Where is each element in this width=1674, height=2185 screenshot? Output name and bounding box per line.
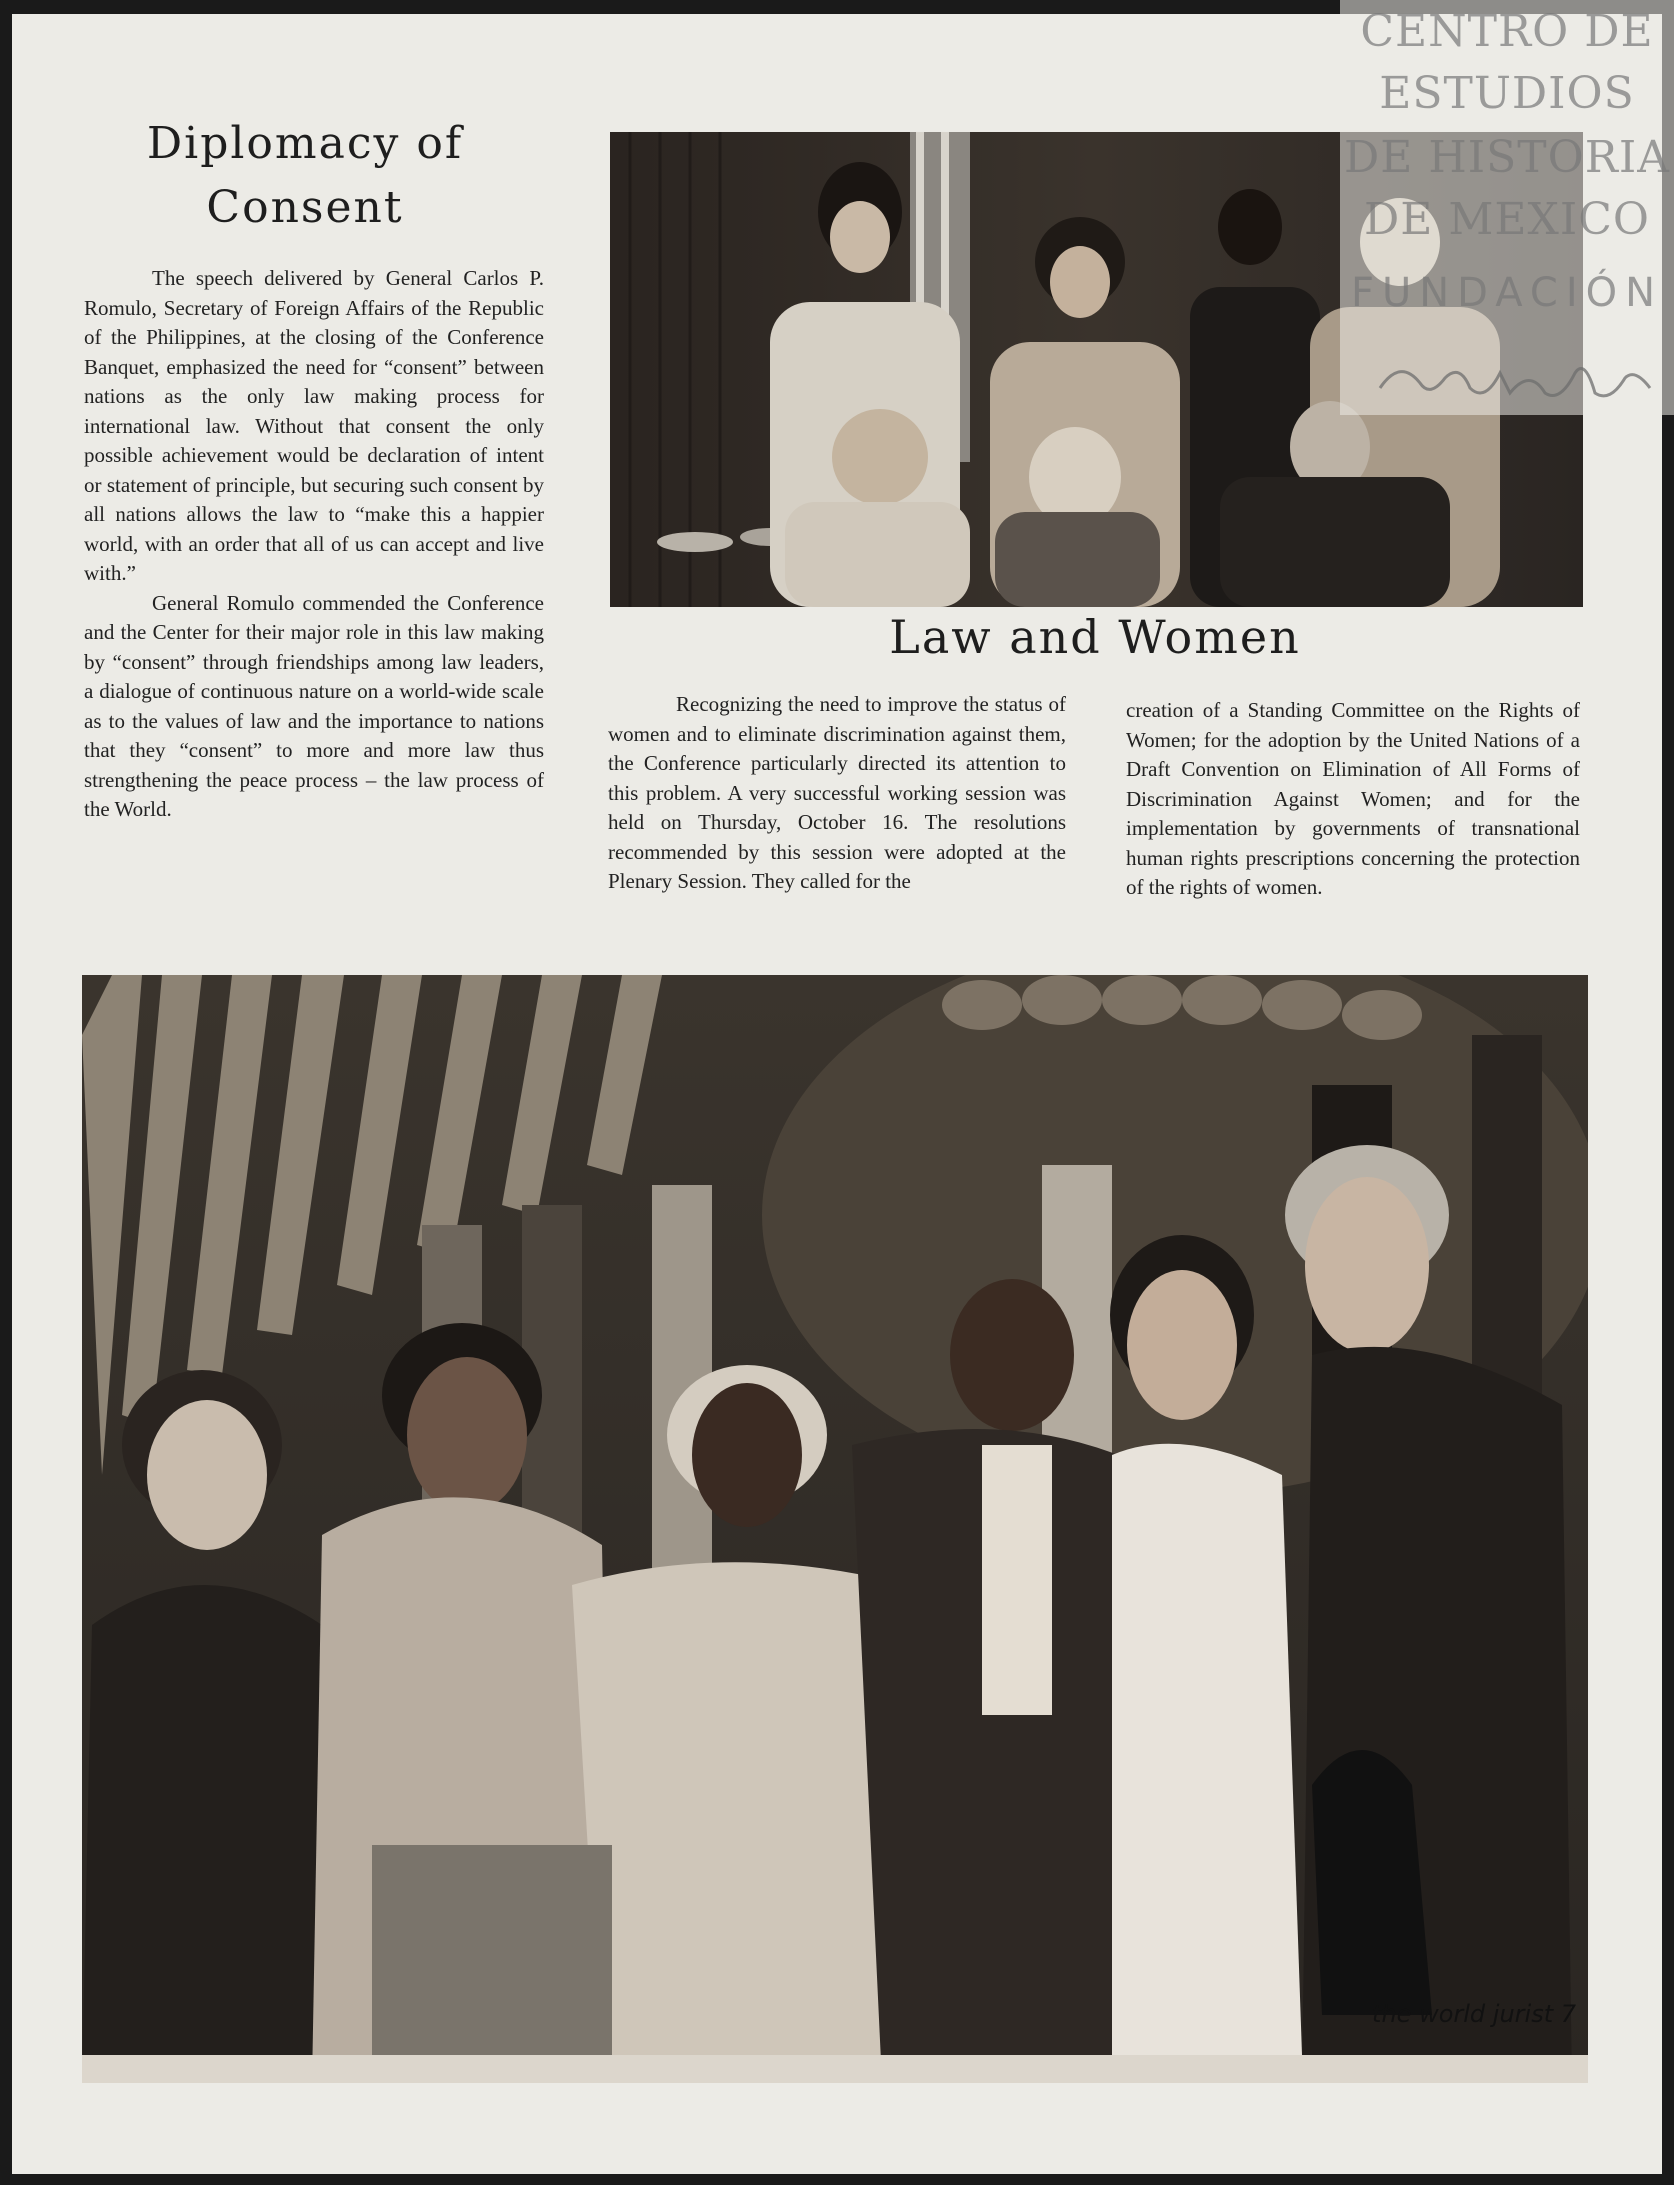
archive-watermark <box>1340 0 1674 415</box>
paragraph: General Romulo commended the Conference and the Center for their major role in this law making by “consent” through friendships among law leaders, a dialogue of continuous nature on a world-wide scale as to the values of law and the importance to nations that they “consent” to more and more law thus strengthening the peace process – the law process of the World. <box>84 590 544 821</box>
article-body-diplomacy <box>84 264 544 825</box>
signature-mark <box>1370 348 1660 408</box>
watermark-line: DE MEXICO <box>1364 194 1650 245</box>
watermark-line: DE HISTORIA <box>1344 132 1670 183</box>
watermark-line: CENTRO DE <box>1360 6 1654 57</box>
photo-group-bottom <box>82 975 1588 2083</box>
article-title-law-and-women: Law and Women <box>889 610 1301 664</box>
article-body-women-column-1 <box>608 690 1066 897</box>
watermark-line: FUNDACIÓN <box>1350 270 1664 316</box>
watermark-line: ESTUDIOS <box>1379 68 1635 119</box>
article-title-diplomacy: Diplomacy of Consent <box>146 118 464 233</box>
page-footer: the world jurist 7 <box>1372 2000 1576 2028</box>
paragraph: The speech delivered by General Carlos P. Romulo, Secretary of Foreign Affairs of the Republic of the Philippines, at the closing of the Conference Banquet, emphasized the need for “consent” between nations as the only law making process for international law. Without that consent the only possible achievement would be declaration of intent or statement of principle, but securing such consent by all nations allows the law to “make this a happier world, with an order that all of us can accept and live with.” <box>84 266 544 585</box>
article-body-women-column-2 <box>1126 696 1580 903</box>
paragraph: creation of a Standing Committee on the Rights of Women; for the adoption by the United Nations of a Draft Convention on Elimination of All Forms of Discrimination Against Women; and for the implementation by governments of transnational human rights prescriptions concerning the protection of the rights of women. <box>1126 698 1580 899</box>
paragraph: Recognizing the need to improve the status of women and to eliminate discrimination against them, the Conference particularly directed its attention to this problem. A very successful working session was held on Thursday, October 16. The resolutions recommended by this session were adopted at the Plenary Session. They called for the <box>608 692 1066 893</box>
